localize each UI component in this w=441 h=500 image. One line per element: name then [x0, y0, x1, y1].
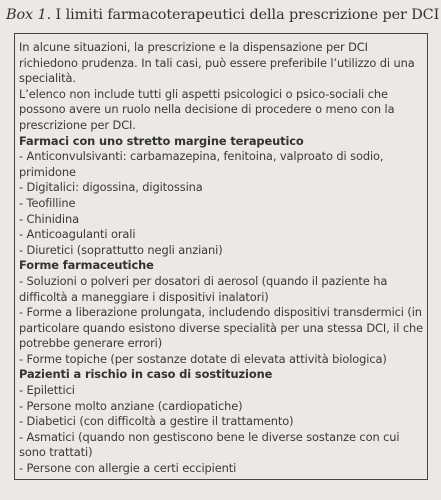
list-item: - Epilettici [19, 383, 75, 398]
section-heading: Farmaci con uno stretto margine terapeutico [19, 133, 304, 148]
list-item: - Asmatici (quando non gestiscono bene le diverse sostanze con cui sono trattati) [19, 429, 400, 460]
list-item: - Persone molto anziane (cardiopatiche) [19, 398, 243, 413]
section-list [19, 149, 425, 258]
section-list [19, 274, 425, 368]
box-title: I limiti farmacoterapeutici della prescrizione per DCI [55, 7, 440, 23]
section-pharmaceutical-forms [19, 258, 425, 367]
list-item: - Forme a liberazione prolungata, includendo dispositivi transdermici (in particolare quando esistono diverse specialità per una stessa DCI, il che potrebbe generare errori) [19, 305, 424, 351]
list-item: - Anticoagulanti orali [19, 227, 136, 242]
box-number: Box 1. [6, 7, 52, 23]
list-item: - Forme topiche (per sostanze dotate di elevata attività biologica) [19, 351, 387, 366]
box-caption [6, 6, 439, 25]
list-item: - Diuretici (soprattutto negli anziani) [19, 242, 223, 257]
section-list [19, 383, 425, 477]
list-item: - Diabetici (con difficoltà a gestire il trattamento) [19, 414, 294, 429]
intro-paragraph-2: L’elenco non include tutti gli aspetti psicologici o psico-sociali che possono avere un ruolo nella decisione di procedere o meno con la prescrizione per DCI. [19, 86, 395, 132]
section-heading: Forme farmaceutiche [19, 258, 154, 273]
list-item: - Persone con allergie a certi eccipienti [19, 461, 237, 476]
list-item: - Digitalici: digossina, digitossina [19, 180, 203, 195]
list-item: - Soluzioni o polveri per dosatori di aerosol (quando il paziente ha difficoltà a maneggiare i dispositivi inalatori) [19, 273, 388, 304]
section-narrow-margin-drugs [19, 134, 425, 259]
list-item: - Teofilline [19, 195, 76, 210]
list-item: - Chinidina [19, 211, 79, 226]
section-patients-at-risk [19, 367, 425, 476]
box-content [19, 40, 425, 477]
list-item: - Anticonvulsivanti: carbamazepina, fenitoina, valproato di sodio, primidone [19, 149, 384, 179]
intro-paragraph-1: In alcune situazioni, la prescrizione e la dispensazione per DCI richiedono prudenza. In tali casi, può essere preferibile l’utilizzo di una specialità. [19, 40, 415, 86]
section-heading: Pazienti a rischio in caso di sostituzione [19, 367, 273, 382]
